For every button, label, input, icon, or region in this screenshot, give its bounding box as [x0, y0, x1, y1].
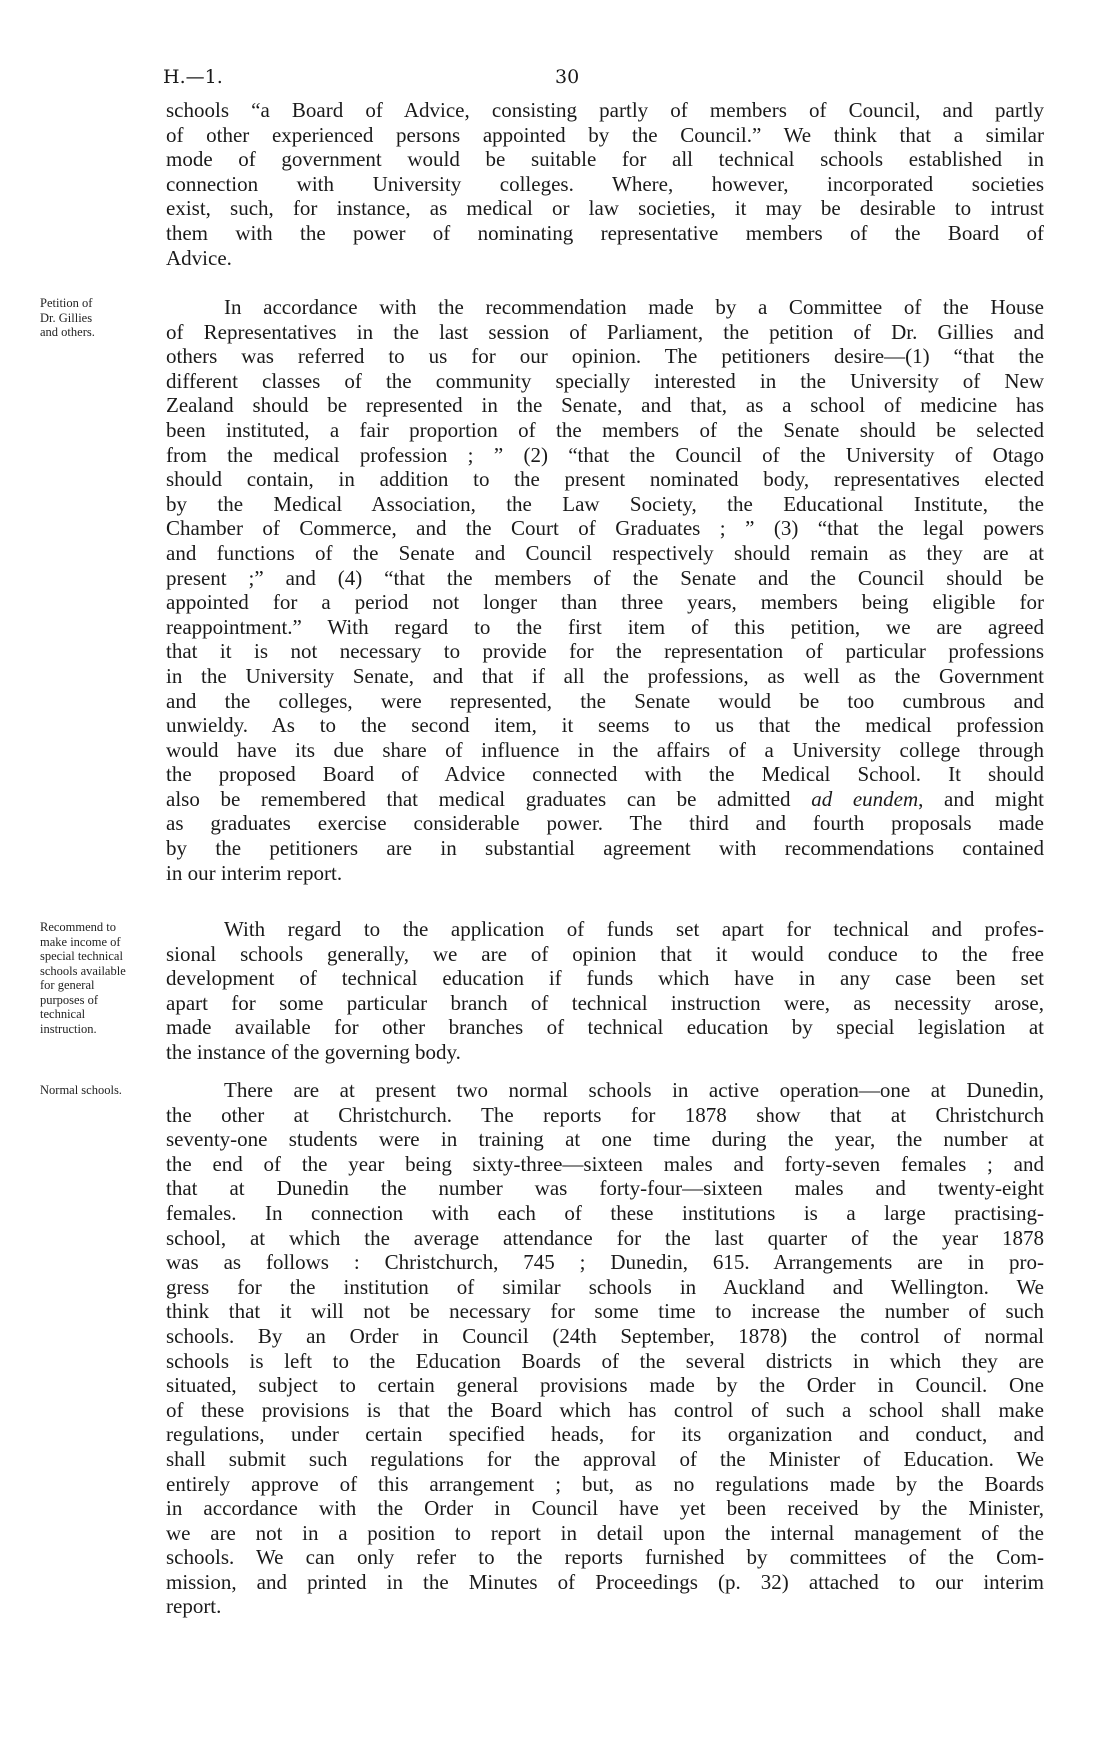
- margin-note-line: purposes of: [40, 992, 98, 1007]
- text-line: of Representatives in the last session of Parliament, the petition of Dr. Gillies and: [166, 319, 1044, 344]
- text-line: connection with University colleges. Where, however, incorporated societies: [166, 171, 1044, 196]
- text-line: was as follows : Christchurch, 745 ; Dunedin, 615. Arrangements are in pro-: [166, 1250, 1044, 1275]
- text-line: regulations, under certain specified heads, for its organization and conduct, and: [166, 1422, 1044, 1447]
- margin-note-petition: [40, 296, 165, 340]
- text-line: situated, subject to certain general provisions made by the Order in Council. One: [166, 1373, 1044, 1398]
- text-line: them with the power of nominating representative members of the Board of: [166, 220, 1044, 245]
- text-line: mission, and printed in the Minutes of Proceedings (p. 32) attached to our interim: [166, 1569, 1044, 1594]
- margin-note-line: make income of: [40, 934, 121, 949]
- text-line: With regard to the application of funds set apart for technical and profes-: [224, 917, 1044, 941]
- text-line: gress for the institution of similar schools in Auckland and Wellington. We: [166, 1274, 1044, 1299]
- text-line: of other experienced persons appointed by the Council.” We think that a similar: [166, 122, 1044, 147]
- text-line: been instituted, a fair proportion of the members of the Senate should be selected: [166, 417, 1044, 442]
- text-line: school, at which the average attendance for the last quarter of the year 1878: [166, 1225, 1044, 1250]
- text-line: schools. We can only refer to the reports furnished by committees of the Com-: [166, 1545, 1044, 1570]
- text-line: and functions of the Senate and Council respectively should remain as they are at: [166, 540, 1044, 565]
- text-line: exist, such, for instance, as medical or law societies, it may be desirable to intrust: [166, 196, 1044, 221]
- text-line: made available for other branches of technical education by special legislation at: [166, 1015, 1044, 1040]
- text-line: Zealand should be represented in the Senate, and that, as a school of medicine has: [166, 393, 1044, 418]
- text-line: appointed for a period not longer than three years, members being eligible for: [166, 590, 1044, 615]
- text-line: unwieldy. As to the second item, it seems to us that the medical profession: [166, 713, 1044, 738]
- paragraph-technical-funds: [166, 917, 1044, 1065]
- text-line: by the Medical Association, the Law Society, the Educational Institute, the: [166, 491, 1044, 516]
- text-line: schools “a Board of Advice, consisting partly of members of Council, and partly: [166, 98, 1044, 122]
- text-line: in accordance with the Order in Council have yet been received by the Minister,: [166, 1496, 1044, 1521]
- text-line: the instance of the governing body.: [166, 1039, 461, 1064]
- text-line: the end of the year being sixty-three—sixteen males and forty-seven females ; and: [166, 1151, 1044, 1176]
- text-line: report.: [166, 1594, 222, 1619]
- text-line: in the University Senate, and that if all the professions, as well as the Government: [166, 663, 1044, 688]
- text-line: think that it will not be necessary for some time to increase the number of such: [166, 1299, 1044, 1324]
- text-line: apart for some particular branch of technical instruction were, as necessity arose,: [166, 990, 1044, 1015]
- text-line: by the petitioners are in substantial agreement with recommendations contained: [166, 836, 1044, 861]
- margin-note-normal-schools: [40, 1083, 165, 1098]
- text-line: In accordance with the recommendation made by a Committee of the House: [224, 295, 1044, 319]
- text-line: also be remembered that medical graduates can be admitted ad eundem, and might: [166, 786, 1045, 811]
- text-line: that it is not necessary to provide for the representation of particular professions: [166, 639, 1044, 664]
- text-line: different classes of the community specially interested in the University of New: [166, 368, 1044, 393]
- page-number: 30: [555, 66, 580, 88]
- text-line: seventy-one students were in training at one time during the year, the number at: [166, 1127, 1044, 1152]
- margin-note-line: special technical: [40, 949, 123, 963]
- text-line: others was referred to us for our opinion. The petitioners desire—(1) “that the: [166, 344, 1044, 369]
- page-reference: H.—1.: [163, 66, 223, 88]
- text-line: from the medical profession ; ” (2) “that the Council of the University of Otago: [166, 442, 1044, 467]
- text-line: the proposed Board of Advice connected with the Medical School. It should: [166, 762, 1044, 787]
- text-line: schools. By an Order in Council (24th September, 1878) the control of normal: [166, 1323, 1044, 1348]
- text-line: development of technical education if funds which have in any case been set: [166, 966, 1044, 991]
- margin-note-technical-funds: [40, 920, 165, 1036]
- text-line: There are at present two normal schools in active operation—one at Dunedin,: [224, 1078, 1044, 1102]
- text-line: of these provisions is that the Board which has control of such a school shall make: [166, 1397, 1044, 1422]
- text-line: sional schools generally, we are of opinion that it would conduce to the free: [166, 941, 1044, 966]
- text-line: in our interim report.: [166, 860, 343, 885]
- text-line: females. In connection with each of these institutions is a large practising-: [166, 1200, 1044, 1225]
- margin-note-line: Recommend to: [40, 920, 117, 934]
- paragraph-petition: [166, 295, 1044, 885]
- margin-note-line: schools available: [40, 963, 126, 978]
- paragraph-board-of-advice: [166, 98, 1044, 270]
- text-line: as graduates exercise considerable power. The third and fourth proposals made: [166, 811, 1044, 836]
- text-line: present ;” and (4) “that the members of the Senate and the Council should be: [166, 565, 1044, 590]
- text-line: Chamber of Commerce, and the Court of Graduates ; ” (3) “that the legal powers: [166, 516, 1044, 541]
- margin-note-line: Normal schools.: [40, 1083, 122, 1097]
- margin-note-line: for general: [40, 978, 95, 992]
- paragraph-normal-schools: [166, 1078, 1044, 1619]
- margin-note-line: technical: [40, 1007, 86, 1021]
- margin-note-line: instruction.: [40, 1021, 97, 1036]
- margin-note-line: and others.: [40, 325, 95, 339]
- text-line: that at Dunedin the number was forty-four—sixteen males and twenty-eight: [166, 1176, 1044, 1201]
- text-line: Advice.: [166, 245, 232, 270]
- text-line: would have its due share of influence in the affairs of a University college through: [166, 737, 1044, 762]
- text-line: reappointment.” With regard to the first item of this petition, we are agreed: [166, 614, 1044, 639]
- text-line: mode of government would be suitable for all technical schools established in: [166, 147, 1044, 172]
- text-line: and the colleges, were represented, the Senate would be too cumbrous and: [166, 688, 1044, 713]
- margin-note-line: Petition of: [40, 296, 93, 310]
- text-line: we are not in a position to report in detail upon the internal management of the: [166, 1520, 1044, 1545]
- text-line: shall submit such regulations for the approval of the Minister of Education. We: [166, 1446, 1044, 1471]
- text-line: the other at Christchurch. The reports for 1878 show that at Christchurch: [166, 1102, 1044, 1127]
- text-line: entirely approve of this arrangement ; but, as no regulations made by the Boards: [166, 1471, 1044, 1496]
- text-line: schools is left to the Education Boards of the several districts in which they are: [166, 1348, 1044, 1373]
- margin-note-line: Dr. Gillies: [40, 310, 93, 325]
- text-line: should contain, in addition to the present nominated body, representatives elected: [166, 467, 1044, 492]
